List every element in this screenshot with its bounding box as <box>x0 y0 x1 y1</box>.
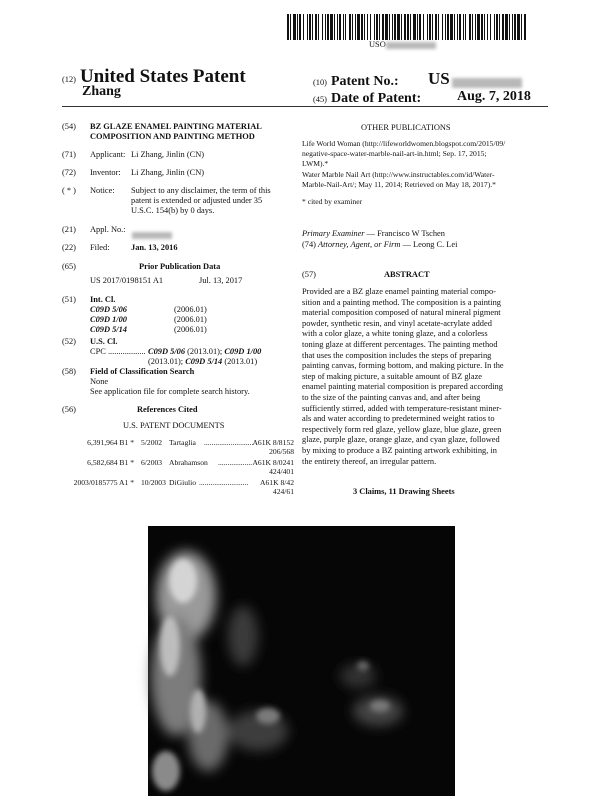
abstract-line: sufficiently stirred, added with temperature-resistant miner- <box>302 403 502 413</box>
int-cl-version: (2006.01) <box>174 305 207 314</box>
other-pub-line: Marble-Nail-Art/; May 11, 2014; Retrieved on May 18, 2017).* <box>302 180 496 189</box>
ref-number: 6,391,964 B1 * <box>87 438 134 447</box>
notice-label: Notice: <box>90 186 115 195</box>
redacted-appl-no <box>132 226 172 244</box>
abstract-line: by mixing to produce a BZ painting artwork exhibiting, in <box>302 445 497 455</box>
code-65: (65) <box>62 262 76 271</box>
barcode-number-prefix: USO <box>369 40 386 49</box>
prior-pub-number: US 2017/0198151 A1 <box>90 276 164 285</box>
int-cl-label: Int. Cl. <box>90 295 116 304</box>
cpc-class: C09D 5/06 <box>148 347 186 356</box>
other-pub-line: Life World Woman (http://lifeworldwomen.blogspot.com/2015/09/ <box>302 139 506 148</box>
date-label: Date of Patent: <box>330 91 422 106</box>
notice-line3: U.S.C. 154(b) by 0 days. <box>131 206 215 215</box>
code-52: (52) <box>62 337 76 346</box>
code-notice: ( * ) <box>62 186 76 195</box>
abstract-heading: ABSTRACT <box>384 270 430 279</box>
examiner-label: Primary Examiner <box>302 229 365 238</box>
barcode-bar <box>524 14 526 40</box>
prior-pub-heading: Prior Publication Data <box>139 262 221 271</box>
kind-code: (12) <box>62 75 76 84</box>
cpc-label: CPC <box>90 347 106 356</box>
other-pub-line: LWM).* <box>302 159 329 168</box>
ref-name: DiGiulio <box>169 478 197 487</box>
appl-no-label: Appl. No.: <box>90 225 126 234</box>
applicant-value: Li Zhang, Jinlin (CN) <box>131 150 205 159</box>
code-22: (22) <box>62 243 76 252</box>
redacted-number <box>386 42 436 49</box>
code-57: (57) <box>302 270 316 279</box>
attorney-label: Attorney, Agent, or Firm <box>318 240 401 249</box>
ref-number: 6,582,684 B1 * <box>87 458 134 467</box>
other-pub-line: Water Marble Nail Art (http://www.instructables.com/id/Water- <box>302 170 495 179</box>
ref-class: A61K 8/0241 <box>252 458 294 467</box>
code-54: (54) <box>62 122 76 131</box>
code-72: (72) <box>62 168 76 177</box>
examiner-value: — Francisco W Tschen <box>366 229 445 238</box>
barcode-number <box>369 40 436 51</box>
other-pub-line: negative-space-water-marble-nail-art-in.html; Sep. 17, 2015; <box>302 149 487 158</box>
abstract-line: the entirety thereof, an irregular pattern. <box>302 456 437 466</box>
references-heading: References Cited <box>137 405 198 414</box>
inventor-header: Zhang <box>82 84 121 99</box>
field-search-note: See application file for complete search history. <box>90 387 250 396</box>
cpc-version: (2013.01); <box>148 357 184 366</box>
cpc-line1 <box>90 347 261 358</box>
code-71: (71) <box>62 150 76 159</box>
prior-pub-date: Jul. 13, 2017 <box>199 276 243 285</box>
cpc-class: C09D 5/14 <box>185 357 223 366</box>
ref-subclass: 424/401 <box>269 467 294 476</box>
leader-dots: .................. <box>218 458 253 467</box>
code-74: (74) <box>302 240 316 249</box>
ref-name: Abrahamson <box>169 458 208 467</box>
ref-date: 5/2002 <box>141 438 163 447</box>
ref-class: A61K 8/42 <box>260 478 294 487</box>
code-58: (58) <box>62 367 76 376</box>
ref-number: 2003/0185775 A1 * <box>73 478 134 487</box>
ref-subclass: 206/568 <box>269 447 294 456</box>
field-search-none: None <box>90 377 109 386</box>
field-search-label: Field of Classification Search <box>90 367 195 376</box>
abstract-line: toning glaze at different percentages. The painting method <box>302 339 498 349</box>
primary-examiner <box>302 229 445 240</box>
code-21: (21) <box>62 225 76 234</box>
abstract-line: step of making picture, a suitable amount of BZ glaze <box>302 371 483 381</box>
cited-by-examiner: * cited by examiner <box>302 197 363 206</box>
abstract-line: powder, synthetic resin, and vinyl acetate-acrylate added <box>302 318 492 328</box>
inventor-label: Inventor: <box>90 168 121 177</box>
abstract-line: sition and a painting method. The composition is a painting <box>302 297 501 307</box>
cpc-class: C09D 1/00 <box>224 347 262 356</box>
ref-subclass: 424/61 <box>272 487 294 496</box>
attorney <box>302 240 457 251</box>
int-cl-class: C09D 5/14 <box>90 325 127 334</box>
claims-sheets: 3 Claims, 11 Drawing Sheets <box>353 487 455 496</box>
barcode <box>287 14 527 40</box>
cpc-version: (2013.01) <box>224 357 258 366</box>
date-value: Aug. 7, 2018 <box>457 89 531 104</box>
invention-title-line2: COMPOSITION AND PAINTING METHOD <box>90 132 255 141</box>
date-code: (45) <box>313 95 327 104</box>
abstract-line: als and water according to predetermined weight ratios to <box>302 414 495 424</box>
cpc-version: (2013.01); <box>187 347 223 356</box>
painting-image <box>148 526 455 796</box>
ref-date: 6/2003 <box>141 458 163 467</box>
ref-name: Tartaglia <box>169 438 196 447</box>
patent-no-prefix: US <box>428 69 450 88</box>
int-cl-version: (2006.01) <box>174 325 207 334</box>
int-cl-version: (2006.01) <box>174 315 207 324</box>
leader-dots: .................. <box>107 347 146 356</box>
cpc-line2 <box>148 357 257 368</box>
us-cl-label: U.S. Cl. <box>90 337 118 346</box>
notice-line2: patent is extended or adjusted under 35 <box>131 196 263 205</box>
ref-date: 10/2003 <box>141 478 166 487</box>
abstract-line: glaze, purple glaze, orange glaze, and cyan glaze, followed <box>302 435 500 445</box>
ref-class: A61K 8/8152 <box>252 438 294 447</box>
abstract-line: with a color glaze, a white toning glaze, and a colorless <box>302 329 488 339</box>
abstract-body <box>302 287 550 467</box>
inventor-value: Li Zhang, Jinlin (CN) <box>131 168 205 177</box>
attorney-value: — Leong C. Lei <box>402 240 458 249</box>
abstract-line: respectively form red glaze, yellow glaze, blue glaze, green <box>302 424 502 434</box>
notice-line1: Subject to any disclaimer, the term of this <box>131 186 271 195</box>
leader-dots: .......................... <box>199 478 249 487</box>
int-cl-class: C09D 5/06 <box>90 305 127 314</box>
filed-label: Filed: <box>90 243 110 252</box>
date-row <box>313 89 421 107</box>
code-56: (56) <box>62 405 76 414</box>
code-51: (51) <box>62 295 76 304</box>
patent-no-code: (10) <box>313 78 327 87</box>
abstract-line: that uses the composition includes the steps of preparing <box>302 350 492 360</box>
int-cl-class: C09D 1/00 <box>90 315 127 324</box>
other-pubs-heading: OTHER PUBLICATIONS <box>361 123 451 132</box>
patent-number-row <box>313 72 399 90</box>
abstract-line: enamel painting material composition is prepared according <box>302 382 503 392</box>
abstract-line: to the size of the painting canvas and, and after being <box>302 392 481 402</box>
abstract-line: material composition composed of natural mineral pigment <box>302 308 501 318</box>
us-patent-docs-heading: U.S. PATENT DOCUMENTS <box>123 421 225 430</box>
abstract-line: Provided are a BZ glaze enamel painting material compo- <box>302 287 496 296</box>
leader-dots: .......................... <box>204 438 254 447</box>
patent-title: United States Patent <box>79 66 246 87</box>
filed-value: Jan. 13, 2016 <box>131 243 178 252</box>
abstract-line: painting canvas, forming bottom, and making picture. In the <box>302 361 504 371</box>
patent-no-label: Patent No.: <box>330 74 399 89</box>
header-rule <box>62 106 548 107</box>
invention-title-line1: BZ GLAZE ENAMEL PAINTING MATERIAL <box>90 122 262 131</box>
applicant-label: Applicant: <box>90 150 126 159</box>
representative-drawing <box>148 526 455 796</box>
